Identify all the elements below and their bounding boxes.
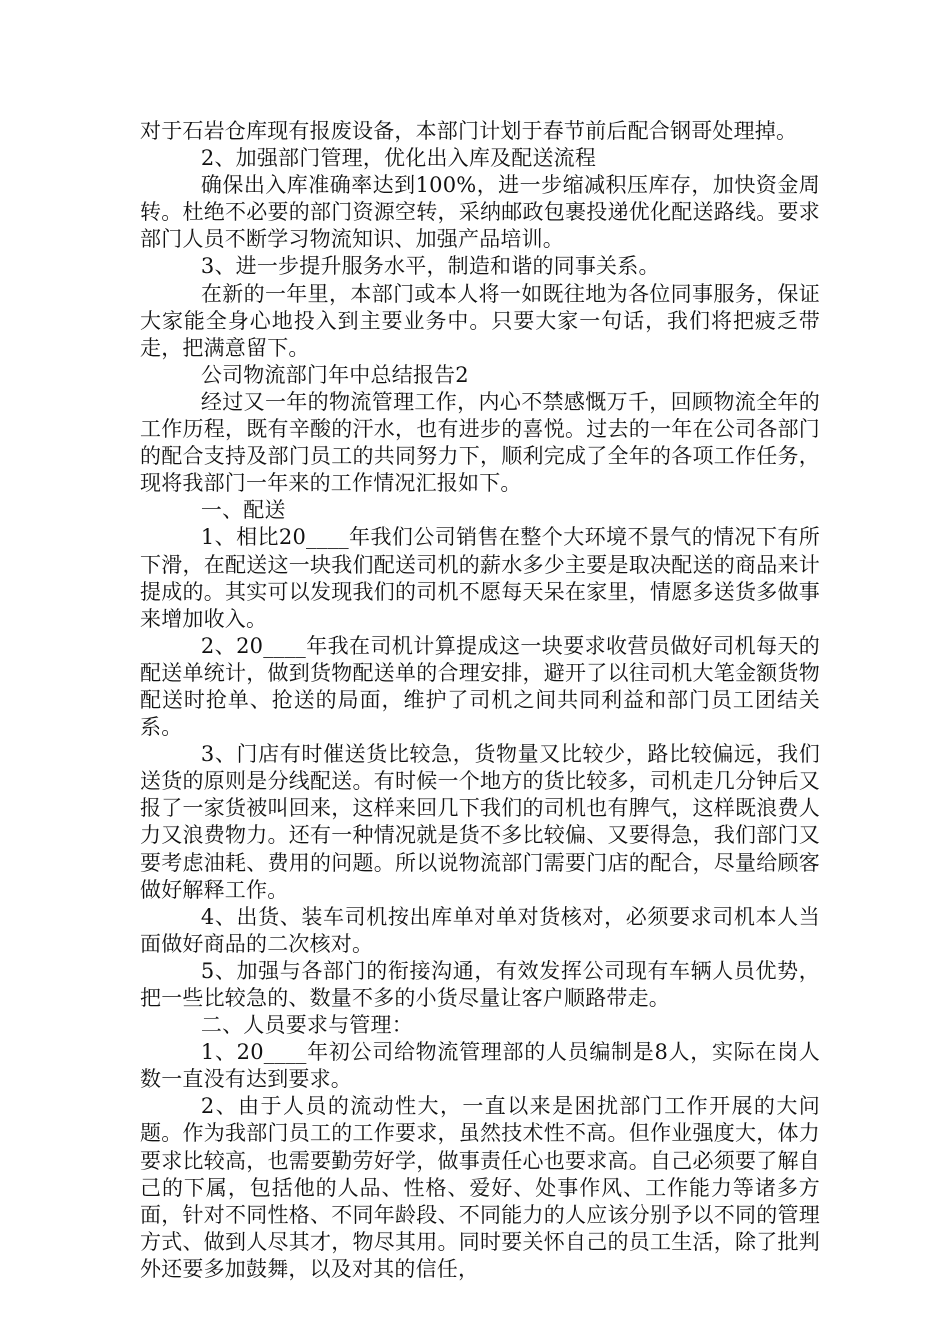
paragraph: 经过又一年的物流管理工作，内心不禁感慨万千，回顾物流全年的工作历程，既有辛酸的汗水，也有进步的喜悦。过去的一年在公司各部门的配合支持及部门员工的共同努力下，顺利完成了全年的各项工作任务，现将我部门一年来的工作情况汇报如下。 bbox=[140, 389, 820, 496]
document-body bbox=[140, 118, 820, 1283]
paragraph: 2、20____年我在司机计算提成这一块要求收营员做好司机每天的配送单统计，做到货物配送单的合理安排，避开了以往司机大笔金额货物配送时抢单、抢送的局面，维护了司机之间共同利益和部门员工团结关系。 bbox=[140, 633, 820, 740]
section-heading: 二、人员要求与管理： bbox=[200, 1013, 413, 1038]
paragraph: 在新的一年里，本部门或本人将一如既往地为各位同事服务，保证大家能全身心地投入到主要业务中。只要大家一句话，我们将把疲乏带走，把满意留下。 bbox=[140, 281, 820, 360]
paragraph: 1、20____年初公司给物流管理部的人员编制是8人，实际在岗人数一直没有达到要求。 bbox=[140, 1040, 820, 1092]
paragraph: 对于石岩仓库现有报废设备，本部门计划于春节前后配合钢哥处理掉。 bbox=[140, 119, 798, 143]
paragraph: 2、加强部门管理，优化出入库及配送流程 bbox=[200, 146, 597, 171]
paragraph: 确保出入库准确率达到100%，进一步缩减积压库存，加快资金周转。杜绝不必要的部门资源空转，采纳邮政包裹投递优化配送路线。要求部门人员不断学习物流知识、加强产品培训。 bbox=[140, 173, 820, 252]
paragraph: 3、门店有时催送货比较急，货物量又比较少，路比较偏远，我们送货的原则是分线配送。有时候一个地方的货比较多，司机走几分钟后又报了一家货被叫回来，这样来回几下我们的司机也有脾气，这样既浪费人力又浪费物力。还有一种情况就是货不多比较偏、又要得急，我们部门又要考虑油耗、费用的问题。所以说物流部门需要门店的配合，尽量给顾客做好解释工作。 bbox=[140, 742, 820, 902]
paragraph: 3、进一步提升服务水平，制造和谐的同事关系。 bbox=[200, 254, 660, 279]
paragraph: 1、相比20____年我们公司销售在整个大环境不景气的情况下有所下滑，在配送这一块我们配送司机的薪水多少主要是取决配送的商品来计提成的。其实可以发现我们的司机不愿每天呆在家里，情愿多送货多做事来增加收入。 bbox=[140, 525, 820, 631]
paragraph: 2、由于人员的流动性大，一直以来是困扰部门工作开展的大问题。作为我部门员工的工作要求，虽然技术性不高。但作业强度大，体力要求比较高，也需要勤劳好学，做事责任心也要求高。自己必须要了解自己的下属，包括他的人品、性格、爱好、处事作风、工作能力等诸多方面，针对不同性格、不同年龄段、不同能力的人应该分别予以不同的管理方式、做到人尽其才，物尽其用。同时要关怀自己的员工生活，除了批判外还要多加鼓舞，以及对其的信任， bbox=[140, 1094, 820, 1281]
paragraph: 5、加强与各部门的衔接沟通，有效发挥公司现有车辆人员优势，把一些比较急的、数量不多的小货尽量让客户顺路带走。 bbox=[140, 958, 820, 1010]
section-heading: 一、配送 bbox=[200, 498, 286, 523]
paragraph: 4、出货、装车司机按出库单对单对货核对，必须要求司机本人当面做好商品的二次核对。 bbox=[140, 904, 820, 956]
section-title: 公司物流部门年中总结报告2 bbox=[200, 362, 469, 387]
